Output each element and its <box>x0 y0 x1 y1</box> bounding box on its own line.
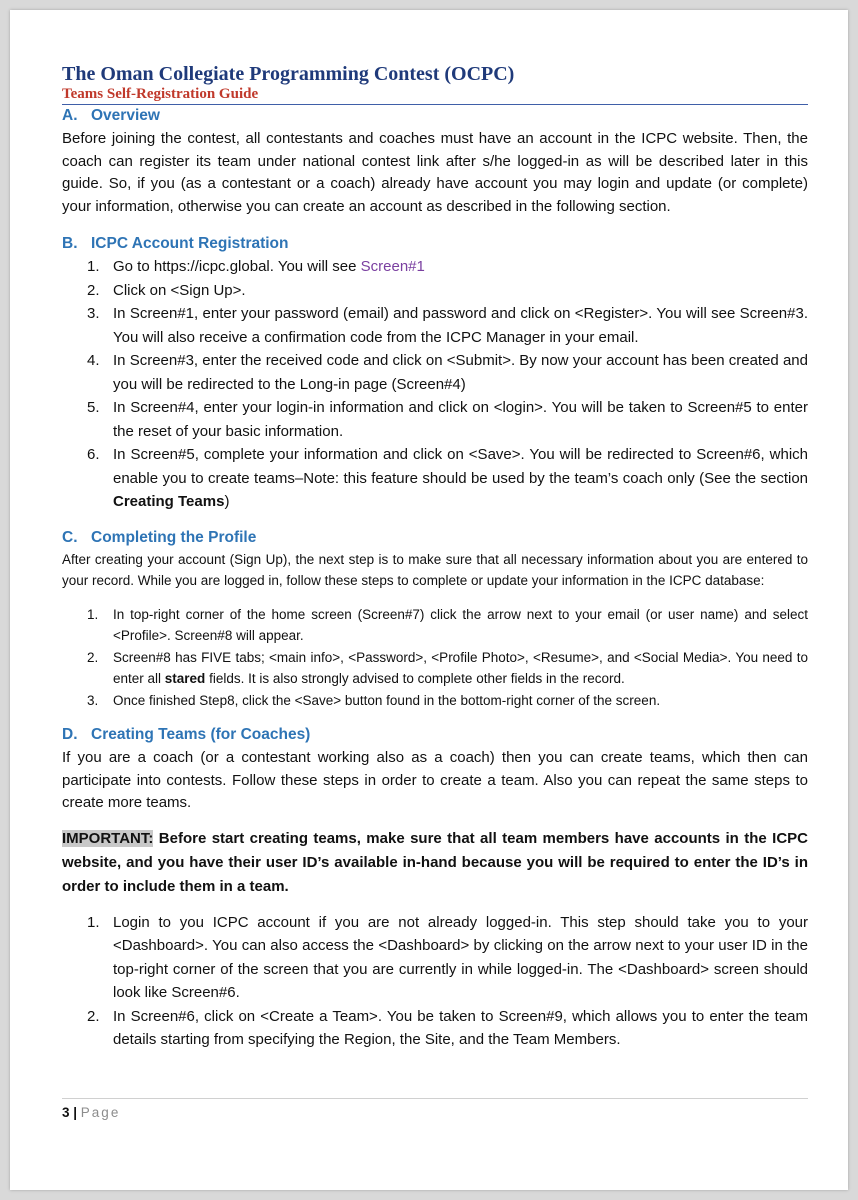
screen-1-link[interactable]: Screen#1 <box>360 258 425 275</box>
section-creating-teams <box>62 725 808 1052</box>
page-footer <box>62 1098 808 1121</box>
header-divider <box>62 104 808 105</box>
page-content <box>62 62 808 1052</box>
document-title: The Oman Collegiate Programming Contest (OCPC) <box>62 63 515 85</box>
document-page <box>10 10 848 1190</box>
list-item: 4. In Screen#3, enter the received code and click on <Submit>. By now your account has been created and you will be redirected to the Long-in page (Screen#4) <box>87 352 808 393</box>
list-item: 3. In Screen#1, enter your password (email) and password and click on <Register>. You will see Screen#3. You will also receive a confirmation code from the ICPC Manager in your email. <box>87 305 808 346</box>
creating-teams-paragraph: If you are a coach (or a contestant working also as a coach) then you can create teams, which then can participate into contests. Follow these steps in order to create a team. Also you can repeat the same steps to create more teams. <box>62 749 808 811</box>
section-heading-creating-teams: D. Creating Teams (for Coaches) <box>62 726 311 743</box>
list-item: 2. Click on <Sign Up>. <box>87 281 246 299</box>
section-completing-profile <box>62 528 808 712</box>
page-number: 3 <box>62 1105 70 1120</box>
section-overview <box>62 106 808 218</box>
important-label: IMPORTANT: <box>62 829 154 847</box>
list-item: 1. Login to you ICPC account if you are not already logged-in. This step should take you to your <Dashboard>. You can also access the <Dashboard> by clicking on the arrow next to your user ID in the top-right corner of the screen that you are currently in while logged-in. The <Dashboard> screen should look like Screen#6. <box>87 913 808 1001</box>
page-label: Page <box>80 1105 121 1120</box>
profile-steps-list <box>62 604 808 712</box>
profile-paragraph: After creating your account (Sign Up), the next step is to make sure that all necessary information about you are entered to your record. While you are logged in, follow these steps to complete or update your information in the ICPC database: <box>62 551 808 588</box>
list-item: 2. Screen#8 has FIVE tabs; <main info>, <Password>, <Profile Photo>, <Resume>, and <Social Media>. You need to enter all stared fields. It is also strongly advised to complete other fields in the record. <box>87 649 808 686</box>
section-heading-account-registration: B. ICPC Account Registration <box>62 235 289 252</box>
list-item: 1. In top-right corner of the home screen (Screen#7) click the arrow next to your email (or user name) and select <Profile>. Screen#8 will appear. <box>87 606 808 643</box>
team-steps-list <box>62 911 808 1052</box>
list-item: 5. In Screen#4, enter your login-in information and click on <login>. You will be taken to Screen#5 to enter the reset of your basic information. <box>87 399 808 440</box>
list-item: 2. In Screen#6, click on <Create a Team>. You be taken to Screen#9, which allows you to enter the team details starting from specifying the Region, the Site, and the Team Members. <box>87 1007 808 1048</box>
list-item: 3. Once finished Step8, click the <Save> button found in the bottom-right corner of the screen. <box>87 692 661 708</box>
list-item: 1. Go to https://icpc.global. You will see Screen#1 <box>87 258 425 275</box>
overview-paragraph: Before joining the contest, all contestants and coaches must have an account in the ICPC website. Then, the coach can register its team under national contest link after s/he logged-in as will be described later in this guide. So, if you (as a contestant or a coach) already have account you may login and update (or complete) your information, otherwise you can create an account as described in the following section. <box>62 130 808 215</box>
footer-separator: | <box>69 1105 81 1120</box>
important-note: IMPORTANT: Before start creating teams, make sure that all team members have accounts in the ICPC website, and you have their user ID’s available in-hand because you will be required to enter the ID’s in order to include them in a team. <box>62 829 808 895</box>
registration-steps-list <box>62 255 808 514</box>
document-subtitle: Teams Self-Registration Guide <box>62 86 259 102</box>
section-heading-completing-profile: C. Completing the Profile <box>62 528 257 546</box>
list-item: 6. In Screen#5, complete your information and click on <Save>. You will be redirected to Screen#6, which enable you to create teams–Note: this feature should be used by the team’s coach only (See the section Creating Teams) <box>87 446 808 510</box>
section-heading-overview: A. Overview <box>62 107 160 124</box>
section-account-registration <box>62 234 808 514</box>
